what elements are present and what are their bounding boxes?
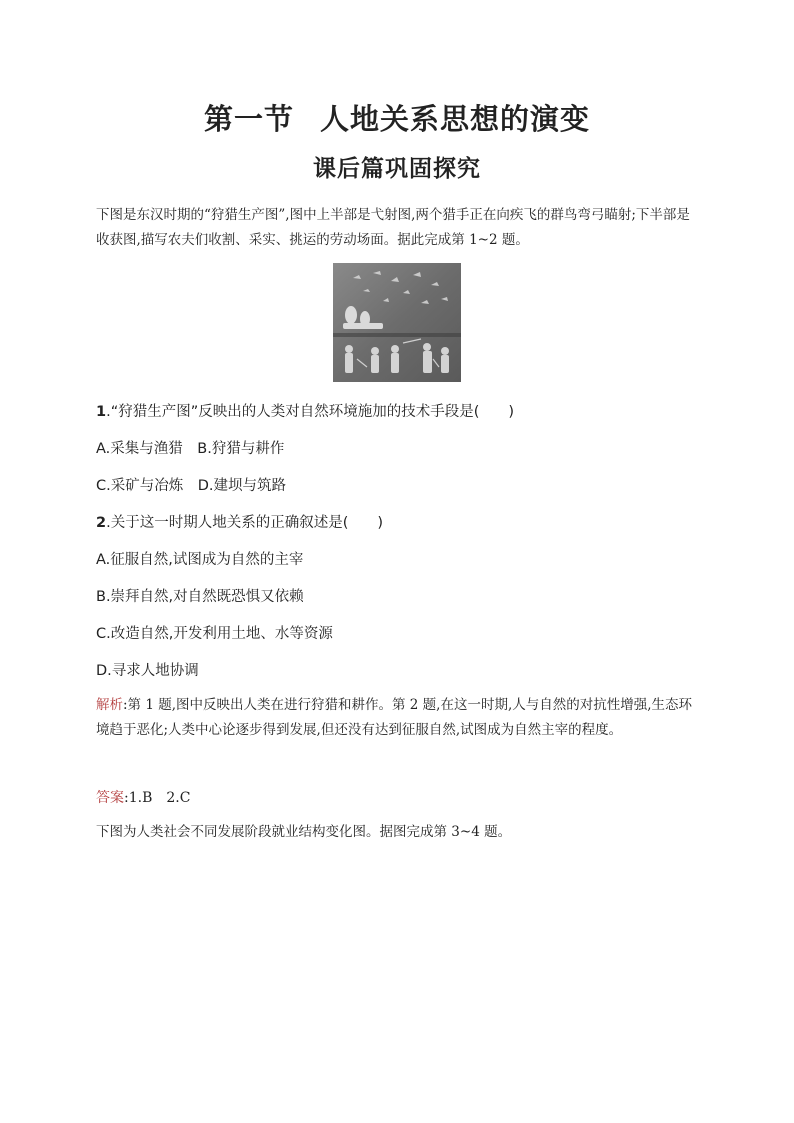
question-text: .关于这一时期人地关系的正确叙述是( )	[106, 515, 384, 531]
question-2-option-c: C.改造自然,开发利用土地、水等资源	[96, 626, 333, 642]
question-2-option-d: D.寻求人地协调	[96, 663, 199, 679]
answer-label: 答案	[96, 790, 124, 806]
page-title	[0, 97, 794, 138]
question-2-option-b: B.崇拜自然,对自然既恐惧又依赖	[96, 589, 304, 605]
question-2	[96, 511, 383, 532]
second-intro-paragraph: 下图为人类社会不同发展阶段就业结构变化图。据图完成第 3~4 题。	[96, 824, 512, 840]
intro-paragraph: 下图是东汉时期的“狩猎生产图”,图中上半部是弋射图,两个猎手正在向疾飞的群鸟弯弓瞄射;下半部是收获图,描写农夫们收割、采实、挑运的劳动场面。据此完成第 1~2 题。	[96, 207, 690, 248]
page-subtitle: 课后篇巩固探究	[313, 155, 481, 182]
answer-line	[96, 787, 190, 807]
question-number: 1	[96, 404, 107, 420]
question-number: 2	[96, 515, 107, 531]
question-text: .“狩猎生产图”反映出的人类对自然环境施加的技术手段是( )	[106, 404, 515, 420]
analysis-text: :第 1 题,图中反映出人类在进行狩猎和耕作。第 2 题,在这一时期,人与自然的对抗性增强,生态环境趋于恶化;人类中心论逐步得到发展,但还没有达到征服自然,试图成为自然主宰的程度。	[96, 697, 693, 738]
analysis-label: 解析	[96, 697, 123, 713]
question-1-options-a-b: A.采集与渔猎 B.狩猎与耕作	[96, 441, 285, 457]
section-number: 第一节	[203, 102, 294, 136]
question-2-option-a: A.征服自然,试图成为自然的主宰	[96, 552, 304, 568]
stone-relief-image	[333, 263, 461, 382]
relief-drawing	[333, 263, 461, 382]
section-title: 人地关系思想的演变	[320, 102, 591, 136]
answer-text: :1.B 2.C	[124, 790, 191, 806]
question-1-options-c-d: C.采矿与冶炼 D.建坝与筑路	[96, 478, 287, 494]
analysis-paragraph	[96, 693, 698, 743]
question-1	[96, 400, 514, 421]
